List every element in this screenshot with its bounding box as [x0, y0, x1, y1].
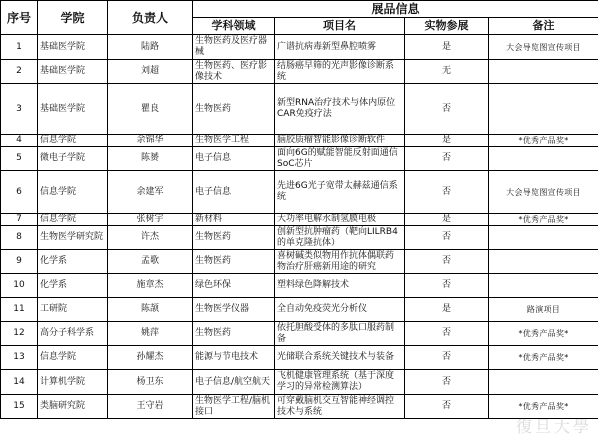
cell-physical: 是 — [405, 135, 489, 147]
cell-field: 电子信息 — [193, 171, 275, 214]
table-row — [1, 250, 598, 274]
cell-note: *优秀产品奖* — [489, 135, 598, 147]
table-row — [1, 35, 598, 60]
cell-project: 先进6G光子宽带太赫兹通信系统 — [275, 171, 405, 214]
cell-note — [489, 274, 598, 298]
cell-index: 8 — [1, 226, 38, 250]
cell-physical: 是 — [405, 298, 489, 322]
cell-physical: 否 — [405, 346, 489, 370]
cell-person: 孙耀杰 — [108, 346, 193, 370]
table-row — [1, 346, 598, 370]
cell-college: 信息学院 — [38, 171, 108, 214]
cell-physical: 否 — [405, 322, 489, 346]
cell-project: 结肠癌早筛的光声影像诊断系统 — [275, 60, 405, 84]
cell-note: 大会导览图宣传项目 — [489, 35, 598, 60]
table-row — [1, 395, 598, 419]
cell-person: 余建军 — [108, 171, 193, 214]
university-watermark: 復旦大學 — [515, 417, 592, 436]
cell-project: 飞机健康管理系统（基于深度学习的异常检测算法） — [275, 370, 405, 395]
cell-index: 11 — [1, 298, 38, 322]
header-exhibit-info: 展品信息 — [193, 1, 598, 18]
cell-note — [489, 250, 598, 274]
cell-note: 路演项目 — [489, 298, 598, 322]
cell-project: 面向6G的赋能智能反射面通信SoC芯片 — [275, 147, 405, 171]
cell-note: *优秀产品奖* — [489, 395, 598, 419]
cell-physical: 否 — [405, 395, 489, 419]
header-person: 负责人 — [108, 1, 193, 35]
cell-physical: 否 — [405, 250, 489, 274]
cell-physical: 否 — [405, 370, 489, 395]
cell-college: 化学系 — [38, 250, 108, 274]
cell-field: 生物医药 — [193, 226, 275, 250]
cell-person: 陈颉 — [108, 298, 193, 322]
cell-physical: 是 — [405, 214, 489, 226]
cell-field: 生物医药 — [193, 322, 275, 346]
cell-note: 大会导览图宣传项目 — [489, 171, 598, 214]
cell-index: 3 — [1, 84, 38, 135]
cell-project: 脑胶质瘤智能影像诊断软件 — [275, 135, 405, 147]
cell-index: 5 — [1, 147, 38, 171]
header-project: 项目名 — [275, 18, 405, 35]
cell-field: 电子信息 — [193, 147, 275, 171]
cell-physical: 否 — [405, 84, 489, 135]
cell-index: 14 — [1, 370, 38, 395]
header-index: 序号 — [1, 1, 38, 35]
cell-field: 新材料 — [193, 214, 275, 226]
cell-person: 孟歌 — [108, 250, 193, 274]
cell-field: 生物医药、医疗影像技术 — [193, 60, 275, 84]
cell-person: 陆路 — [108, 35, 193, 60]
cell-college: 化学系 — [38, 274, 108, 298]
table-row — [1, 322, 598, 346]
header-note: 备注 — [489, 18, 598, 35]
cell-person: 许杰 — [108, 226, 193, 250]
table-row — [1, 298, 598, 322]
cell-field: 生物医学仪器 — [193, 298, 275, 322]
table-row — [1, 147, 598, 171]
cell-project: 全自动免疫荧光分析仪 — [275, 298, 405, 322]
cell-person: 王守岩 — [108, 395, 193, 419]
cell-index: 15 — [1, 395, 38, 419]
table-row — [1, 84, 598, 135]
cell-index: 1 — [1, 35, 38, 60]
cell-person: 瞿良 — [108, 84, 193, 135]
cell-project: 新型RNA治疗技术与体内原位CAR免疫疗法 — [275, 84, 405, 135]
cell-field: 生物医学工程 — [193, 135, 275, 147]
cell-college: 类脑研究院 — [38, 395, 108, 419]
cell-index: 13 — [1, 346, 38, 370]
cell-field: 绿色环保 — [193, 274, 275, 298]
cell-physical: 否 — [405, 226, 489, 250]
cell-person: 姚萍 — [108, 322, 193, 346]
cell-note: *优秀产品奖* — [489, 346, 598, 370]
cell-note — [489, 370, 598, 395]
cell-person: 施章杰 — [108, 274, 193, 298]
cell-college: 工研院 — [38, 298, 108, 322]
cell-index: 2 — [1, 60, 38, 84]
cell-college: 生物医学研究院 — [38, 226, 108, 250]
cell-person: 张树宇 — [108, 214, 193, 226]
cell-project: 喜树碱类似物用作抗体偶联药物治疗肝癌新用途的研究 — [275, 250, 405, 274]
cell-note: *优秀产品奖* — [489, 214, 598, 226]
cell-field: 电子信息/航空航天 — [193, 370, 275, 395]
cell-physical: 否 — [405, 171, 489, 214]
cell-note — [489, 60, 598, 84]
cell-project: 创新型抗肿瘤药（靶向LILRB4的单克隆抗体） — [275, 226, 405, 250]
header-physical: 实物参展 — [405, 18, 489, 35]
cell-index: 6 — [1, 171, 38, 214]
table-row — [1, 370, 598, 395]
cell-college: 信息学院 — [38, 135, 108, 147]
table-row — [1, 171, 598, 214]
cell-college: 信息学院 — [38, 214, 108, 226]
cell-physical: 否 — [405, 147, 489, 171]
cell-note — [489, 147, 598, 171]
cell-project: 依托胆酸受体的多肽口服药制备 — [275, 322, 405, 346]
cell-project: 大功率电解水制氢膜电极 — [275, 214, 405, 226]
cell-index: 10 — [1, 274, 38, 298]
header-college: 学院 — [38, 1, 108, 35]
cell-index: 9 — [1, 250, 38, 274]
cell-note: *优秀产品奖* — [489, 322, 598, 346]
cell-person: 刘超 — [108, 60, 193, 84]
cell-college: 计算机学院 — [38, 370, 108, 395]
cell-note — [489, 84, 598, 135]
cell-project: 可穿戴脑机交互智能神经调控技术与系统 — [275, 395, 405, 419]
cell-physical: 无 — [405, 60, 489, 84]
cell-physical: 是 — [405, 35, 489, 60]
cell-college: 微电子学院 — [38, 147, 108, 171]
cell-person: 陈赟 — [108, 147, 193, 171]
cell-project: 广谱抗病毒新型鼻腔喷雾 — [275, 35, 405, 60]
cell-college: 基础医学院 — [38, 60, 108, 84]
cell-college: 基础医学院 — [38, 35, 108, 60]
table-row — [1, 274, 598, 298]
cell-note — [489, 226, 598, 250]
cell-field: 生物医药 — [193, 250, 275, 274]
cell-college: 基础医学院 — [38, 84, 108, 135]
cell-index: 12 — [1, 322, 38, 346]
cell-field: 生物医药及医疗器械 — [193, 35, 275, 60]
cell-index: 7 — [1, 214, 38, 226]
cell-person: 杨卫东 — [108, 370, 193, 395]
table-row — [1, 60, 598, 84]
cell-person: 余锦华 — [108, 135, 193, 147]
cell-field: 能源与节电技术 — [193, 346, 275, 370]
table-row — [1, 226, 598, 250]
header-field: 学科领域 — [193, 18, 275, 35]
table-row — [1, 214, 598, 226]
cell-project: 光储联合系统关键技术与装备 — [275, 346, 405, 370]
cell-field: 生物医学工程/脑机接口 — [193, 395, 275, 419]
cell-index: 4 — [1, 135, 38, 147]
cell-physical: 否 — [405, 274, 489, 298]
cell-field: 生物医药 — [193, 84, 275, 135]
table-row — [1, 135, 598, 147]
cell-college: 信息学院 — [38, 346, 108, 370]
cell-college: 高分子科学系 — [38, 322, 108, 346]
cell-project: 塑料绿色降解技术 — [275, 274, 405, 298]
